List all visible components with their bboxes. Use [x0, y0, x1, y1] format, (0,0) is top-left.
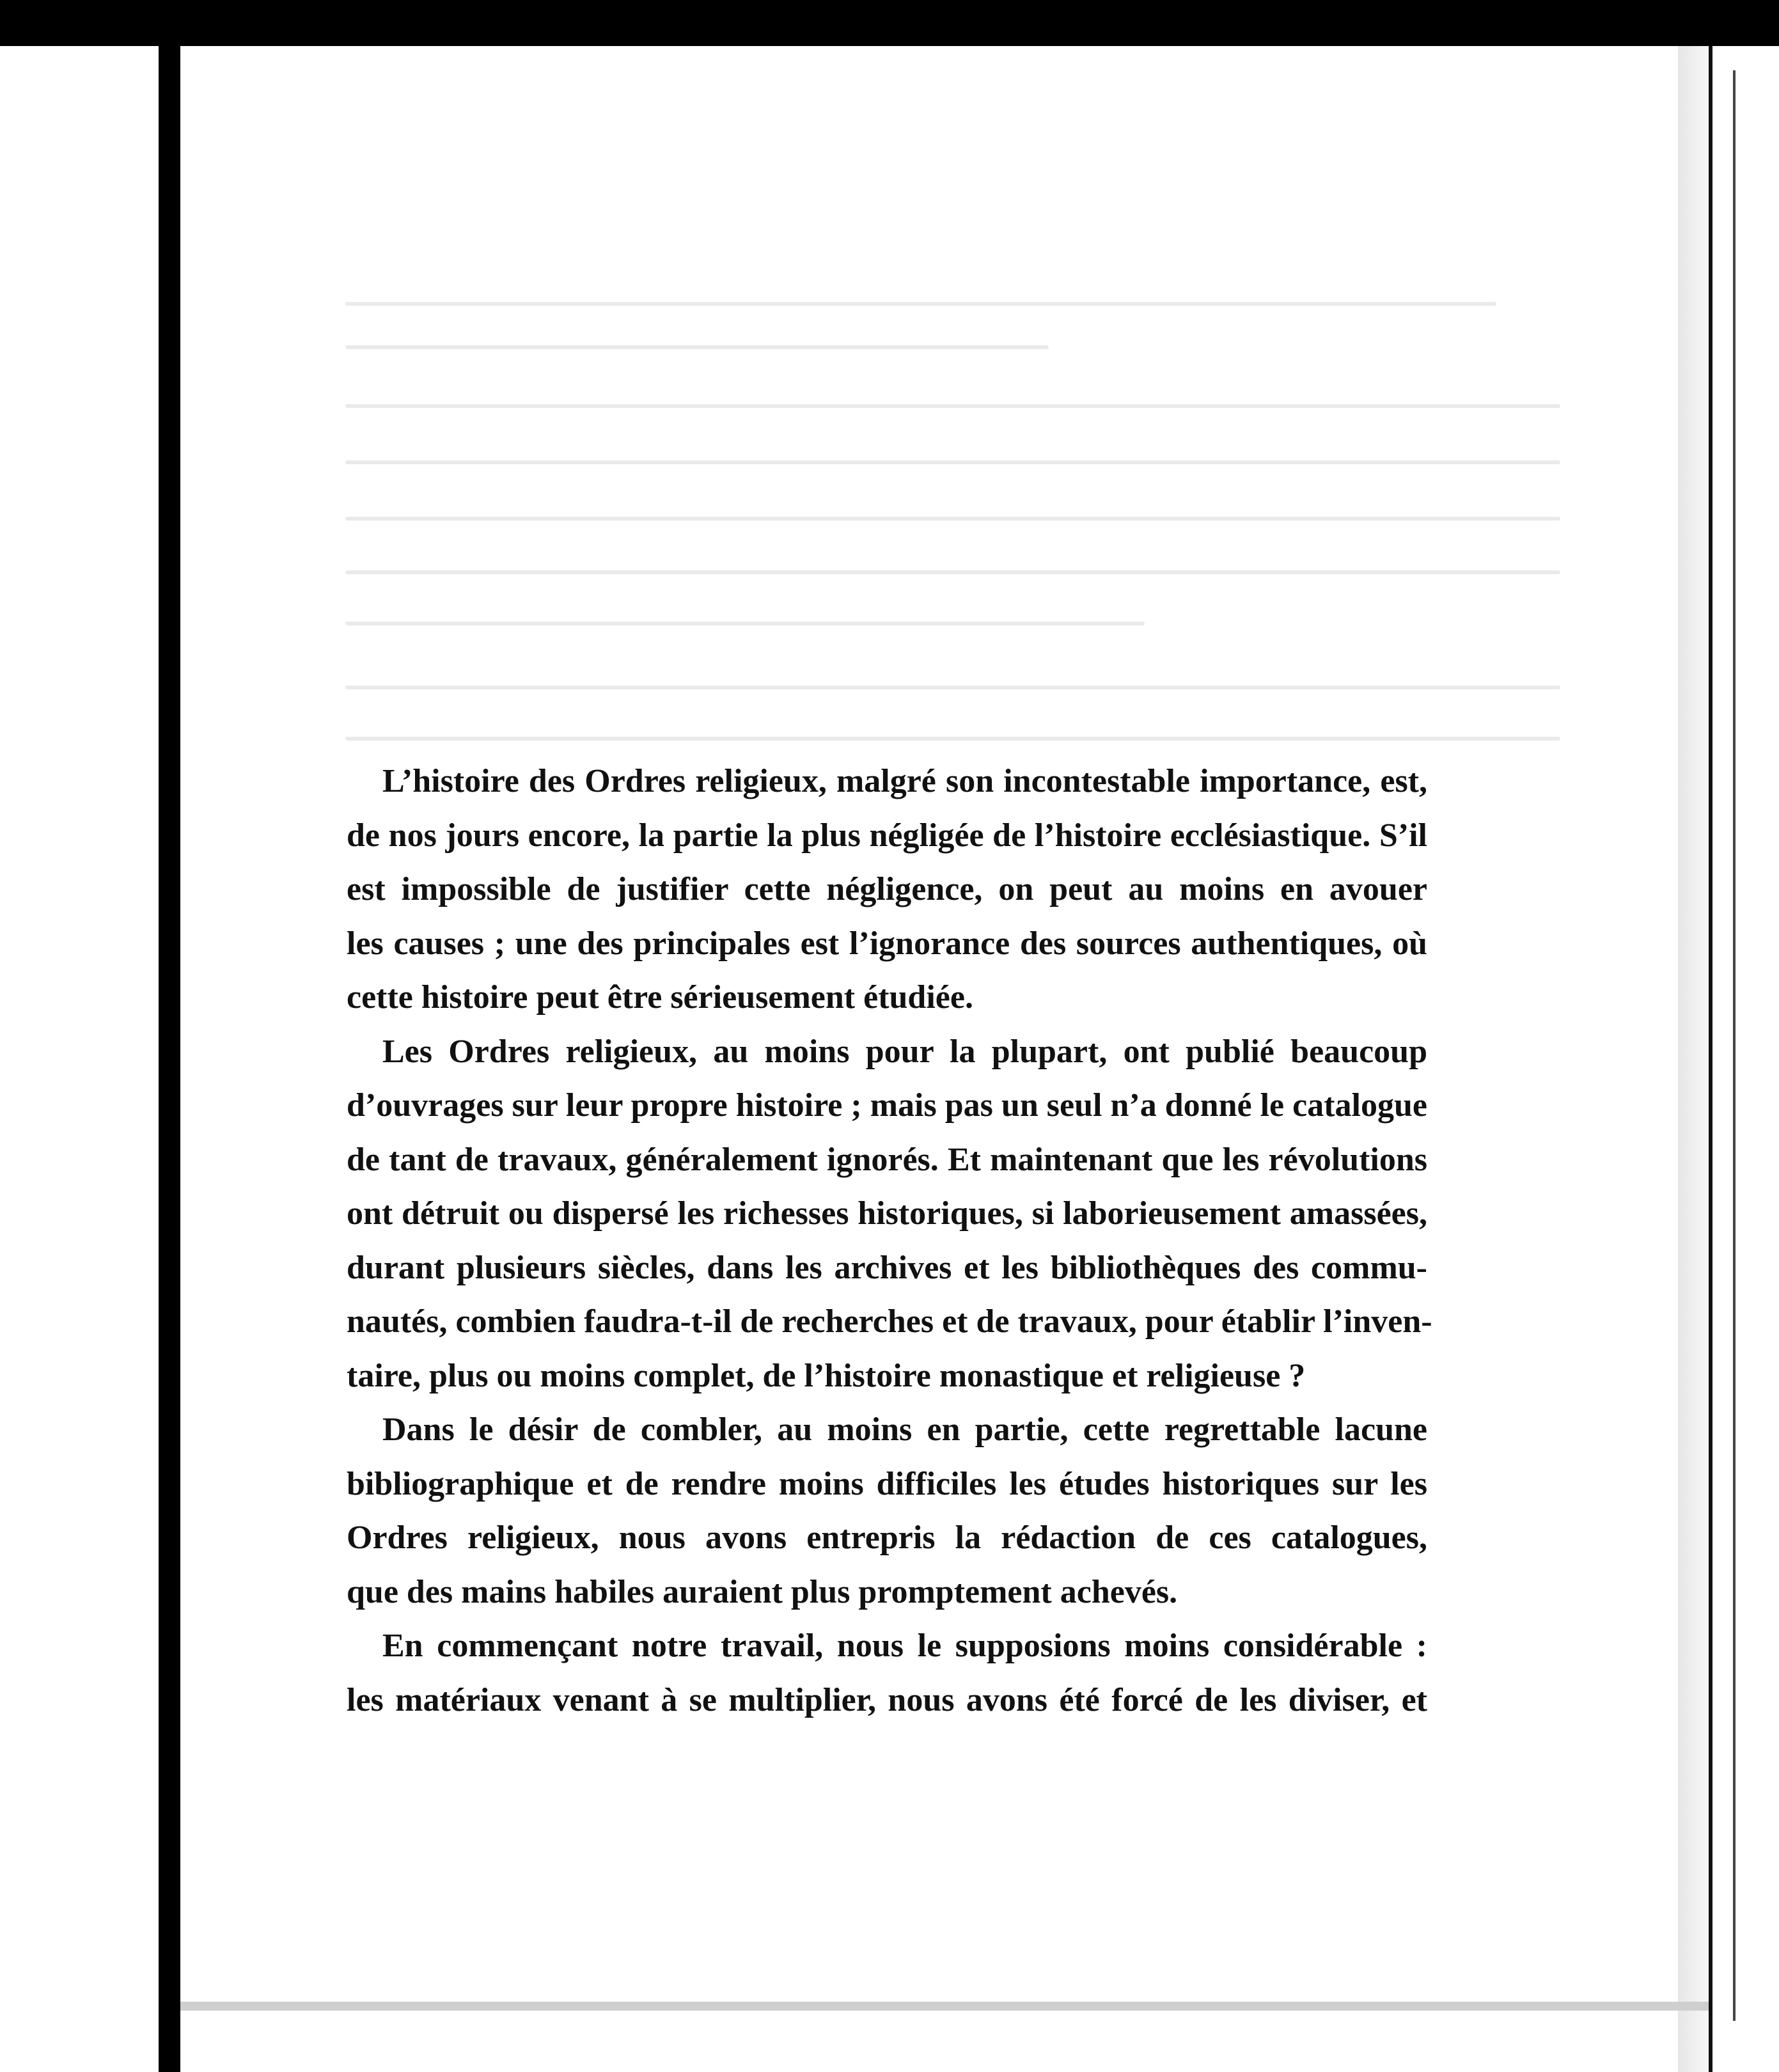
show-through-line — [345, 737, 1560, 741]
paragraph-3 — [347, 1403, 1427, 1619]
text-line: d’ouvrages sur leur propre histoire ; mais pas un seul n’a donné le catalogue — [347, 1087, 1427, 1124]
text-line: durant plusieurs siècles, dans les archives et les bibliothèques des commu- — [347, 1249, 1427, 1286]
text-line: Ordres religieux, nous avons entrepris la rédaction de ces catalogues, — [347, 1519, 1427, 1556]
text-line: les causes ; une des principales est l’ignorance des sources authentiques, où — [347, 925, 1427, 962]
text-line: est impossible de justifier cette négligence, on peut au moins en avouer — [347, 871, 1427, 907]
show-through-line — [345, 622, 1145, 625]
text-line: bibliographique et de rendre moins difficiles les études historiques sur les — [347, 1465, 1427, 1502]
paragraph-4 — [347, 1619, 1427, 1727]
show-through-line — [345, 345, 1049, 349]
body-text — [347, 755, 1432, 1727]
text-line: que des mains habiles auraient plus promptement achevés. — [347, 1573, 1178, 1610]
text-line: L’histoire des Ordres religieux, malgré son incontestable importance, est, — [382, 763, 1427, 799]
page-stack-line — [1733, 70, 1736, 2021]
text-line: de tant de travaux, généralement ignorés. Et maintenant que les révolutions — [347, 1141, 1427, 1178]
text-line: Dans le désir de combler, au moins en partie, cette regrettable lacune — [382, 1411, 1427, 1448]
text-line: cette histoire peut être sérieusement étudiée. — [347, 979, 973, 1016]
page-bottom-shadow — [180, 2002, 1709, 2011]
book-gutter — [159, 46, 180, 2072]
show-through-line — [345, 686, 1560, 689]
text-line: Les Ordres religieux, au moins pour la plupart, ont publié beaucoup — [382, 1033, 1427, 1070]
show-through-line — [345, 570, 1560, 574]
text-line: les matériaux venant à se multiplier, nous avons été forcé de les diviser, et — [347, 1681, 1427, 1718]
facing-page-edge — [0, 46, 159, 2072]
scan-top-border — [0, 0, 1779, 46]
show-through-line — [345, 517, 1560, 521]
text-line: taire, plus ou moins complet, de l’histoire monastique et religieuse ? — [347, 1357, 1306, 1394]
page-stack-edge — [1709, 46, 1779, 2072]
paragraph-2 — [347, 1025, 1432, 1404]
text-line: nautés, combien faudra-t-il de recherches et de travaux, pour établir l’inven- — [347, 1303, 1432, 1340]
text-line: ont détruit ou dispersé les richesses historiques, si laborieusement amassées, — [347, 1195, 1427, 1232]
show-through-line — [345, 404, 1560, 408]
page-edge-shadow — [1678, 46, 1709, 2072]
text-line: En commençant notre travail, nous le supposions moins considérable : — [382, 1628, 1427, 1664]
show-through-line — [345, 302, 1496, 306]
text-line: de nos jours encore, la partie la plus négligée de l’histoire ecclésiastique. S’il — [347, 817, 1427, 854]
paragraph-1 — [347, 755, 1427, 1025]
show-through-line — [345, 460, 1560, 464]
